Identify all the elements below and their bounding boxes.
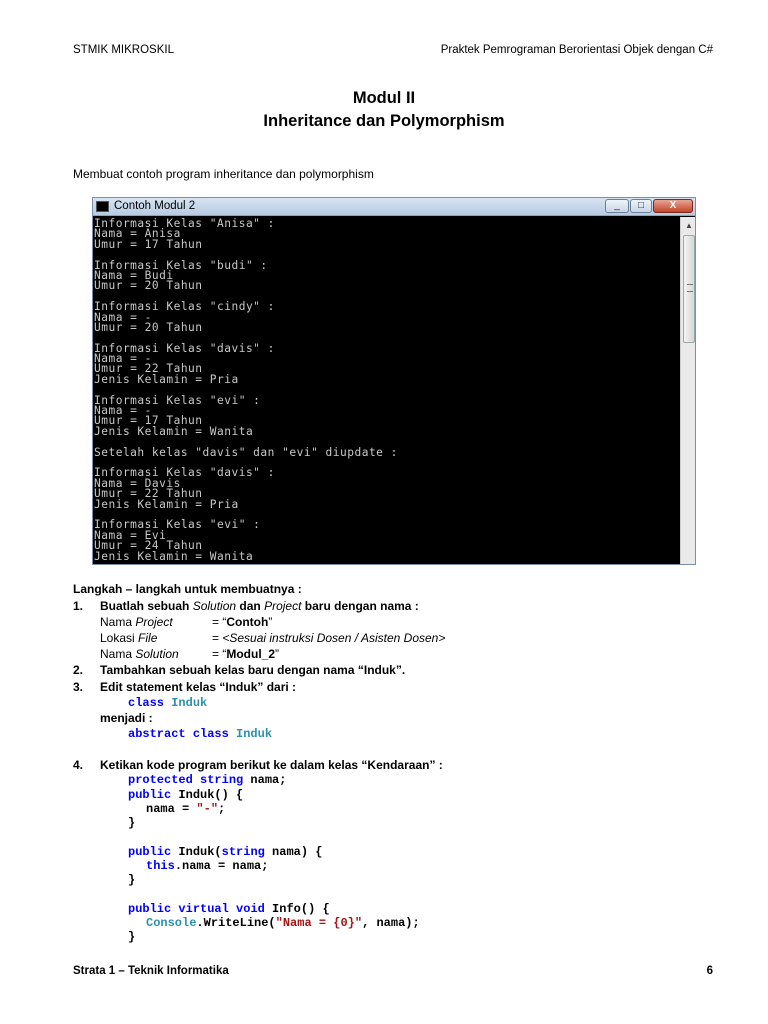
code-line-6: [146, 859, 268, 873]
step-1-text-a: Buatlah sebuah: [100, 599, 193, 613]
console-line: Informasi Kelas "evi" :: [94, 518, 261, 532]
file-location-label: [100, 631, 157, 645]
code-l1-rest: nama;: [243, 773, 287, 787]
code-type-induk-2: Induk: [236, 727, 273, 741]
project-eq: = “: [212, 615, 227, 629]
code-kw-class: class: [128, 696, 165, 710]
lokasi-eq: =: [212, 631, 223, 645]
console-output: [93, 217, 679, 565]
code-l3-str: "-": [196, 802, 219, 816]
module-title: Modul II: [352, 89, 416, 107]
step-2-text: Tambahkan sebuah kelas baru dengan nama “Induk”.: [100, 663, 406, 677]
step-4-text: Ketikan kode program berikut ke dalam kelas “Kendaraan” :: [100, 758, 443, 772]
console-line: Umur = 22 Tahun: [94, 487, 203, 501]
solution-name-label: [100, 647, 179, 661]
console-line: Umur = 20 Tahun: [94, 320, 203, 334]
solution-end: ”: [275, 647, 280, 661]
project-end: ”: [268, 615, 273, 629]
code-line-2: [128, 788, 243, 802]
console-line: Jenis Kelamin = Pria: [94, 497, 239, 511]
project-label-a: Nama: [100, 615, 136, 629]
steps-heading: Langkah – langkah untuk membuatnya :: [73, 582, 302, 596]
code-l8-kw1: public: [128, 902, 172, 916]
project-value: Contoh: [226, 615, 269, 629]
console-line: Nama = -: [94, 352, 152, 366]
solution-eq: = “: [212, 647, 227, 661]
solution-label-a: Nama: [100, 647, 136, 661]
console-window-title: Contoh Modul 2: [114, 200, 196, 212]
code-l5-kw: public: [128, 845, 172, 859]
project-name-value: [212, 615, 272, 629]
file-location-value: [212, 631, 445, 645]
code-line-1: [128, 773, 286, 787]
console-line: Informasi Kelas "Anisa" :: [94, 217, 275, 230]
step-3-text: Edit statement kelas “Induk” dari :: [100, 680, 297, 694]
code-l3-b: ;: [218, 802, 226, 816]
code-line-7: }: [128, 873, 136, 887]
console-line: Informasi Kelas "davis" :: [94, 341, 275, 355]
code-line-8: [128, 902, 330, 916]
code-l8-kw3: void: [236, 902, 265, 916]
step-1-text-c: dan: [236, 599, 265, 613]
step-3-code-after: [128, 727, 272, 741]
footer-left: Strata 1 – Teknik Informatika: [73, 965, 229, 977]
code-l3-a: nama =: [146, 802, 197, 816]
code-l8-kw2: virtual: [178, 902, 229, 916]
console-line: Nama = -: [94, 404, 152, 418]
console-line: Umur = 20 Tahun: [94, 279, 203, 293]
step-1-text: [100, 599, 419, 613]
project-name-label: [100, 615, 173, 629]
header-left: STMIK MIKROSKIL: [73, 44, 174, 56]
console-line: Nama = Evi: [94, 528, 167, 542]
project-label-b: Project: [135, 615, 173, 629]
console-line: Informasi Kelas "budi" :: [94, 258, 268, 272]
console-line: Jenis Kelamin = Wanita: [94, 549, 254, 563]
console-line: Informasi Kelas "davis" :: [94, 466, 275, 480]
step-4-number: 4.: [73, 758, 84, 772]
console-line: Nama = Davis: [94, 476, 181, 490]
solution-name-value: [212, 647, 279, 661]
code-l5-b: nama) {: [264, 845, 323, 859]
step-3-menjadi: menjadi :: [100, 711, 153, 725]
console-line: Nama = Anisa: [94, 227, 181, 241]
scroll-up-arrow-icon[interactable]: ▲: [685, 221, 693, 230]
lokasi-label-a: Lokasi: [100, 631, 139, 645]
step-3-code-before: [128, 696, 207, 710]
console-line: Umur = 17 Tahun: [94, 414, 203, 428]
code-line-5: [128, 845, 322, 859]
lokasi-value: <Sesuai instruksi Dosen / Asisten Dosen>: [222, 631, 446, 645]
scroll-grip-icon: [687, 284, 693, 292]
console-line: Informasi Kelas "cindy" :: [94, 300, 275, 314]
step-3-number: 3.: [73, 680, 84, 694]
console-line: Nama = -: [94, 310, 152, 324]
code-l6-rest: .nama = nama;: [174, 859, 269, 873]
maximize-button[interactable]: □: [630, 199, 652, 213]
code-l1-kw2: string: [200, 773, 244, 787]
code-l5-a: Induk(: [171, 845, 222, 859]
code-type-induk: Induk: [171, 696, 208, 710]
close-button[interactable]: X: [653, 199, 693, 213]
console-app-icon: [96, 201, 109, 212]
lokasi-label-b: File: [138, 631, 158, 645]
console-line: Umur = 24 Tahun: [94, 539, 203, 553]
code-l2-kw: public: [128, 788, 172, 802]
code-l9-b: , nama);: [362, 916, 420, 930]
console-titlebar: [93, 198, 695, 216]
console-window: [92, 197, 696, 565]
code-kw-abstract: abstract: [128, 727, 186, 741]
code-line-3: [146, 802, 225, 816]
console-line: Setelah kelas "davis" dan "evi" diupdate :: [94, 445, 398, 459]
step-1-text-e: baru dengan nama :: [301, 599, 419, 613]
minimize-button[interactable]: _: [605, 199, 629, 213]
code-line-4: }: [128, 816, 136, 830]
code-l9-ty: Console: [146, 916, 197, 930]
code-line-10: }: [128, 930, 136, 944]
solution-value: Modul_2: [226, 647, 276, 661]
step-1-project-word: Project: [264, 599, 302, 613]
console-line: Informasi Kelas "evi" :: [94, 393, 261, 407]
code-l6-kw: this: [146, 859, 175, 873]
scroll-thumb[interactable]: [683, 235, 695, 343]
console-scrollbar[interactable]: [680, 217, 696, 565]
header-right: Praktek Pemrograman Berorientasi Objek dengan C#: [440, 44, 713, 56]
code-line-9: [146, 916, 420, 930]
console-line: Umur = 17 Tahun: [94, 237, 203, 251]
console-line: Jenis Kelamin = Wanita: [94, 424, 254, 438]
console-line: Nama = Budi: [94, 268, 174, 282]
module-subtitle: Inheritance dan Polymorphism: [263, 112, 505, 130]
console-line: Jenis Kelamin = Pria: [94, 372, 239, 386]
code-l9-a: .WriteLine(: [196, 916, 276, 930]
solution-label-b: Solution: [135, 647, 179, 661]
code-l1-kw1: protected: [128, 773, 193, 787]
intro-text: Membuat contoh program inheritance dan polymorphism: [73, 167, 374, 181]
code-l2-rest: Induk() {: [171, 788, 244, 802]
page-number: 6: [706, 965, 713, 977]
code-l8-rest: Info() {: [264, 902, 330, 916]
code-l9-str: "Nama = {0}": [275, 916, 363, 930]
console-line: Umur = 22 Tahun: [94, 362, 203, 376]
code-l5-kw2: string: [221, 845, 265, 859]
step-1-solution-word: Solution: [192, 599, 237, 613]
code-kw-class-2: class: [192, 727, 229, 741]
step-1-number: 1.: [73, 599, 84, 613]
step-2-number: 2.: [73, 663, 84, 677]
